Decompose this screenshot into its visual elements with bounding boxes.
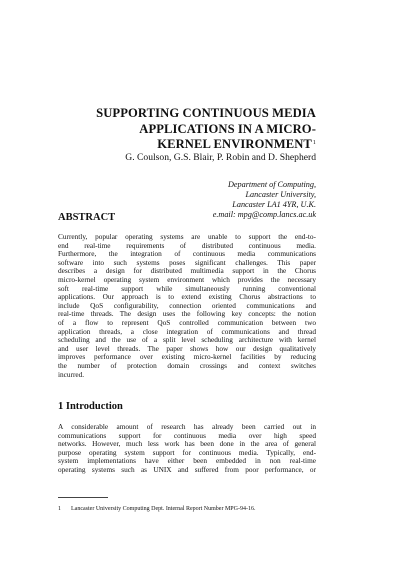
introduction-line: A considerable amount of research has already been carried out in xyxy=(58,423,316,431)
footnote-divider xyxy=(58,497,108,498)
abstract-line: and user level threads. The paper shows how our design qualitatively xyxy=(58,344,316,353)
footnote-marker: 1 xyxy=(58,506,61,512)
abstract-line: applications. Our approach is to extend existing Chorus abstractions to xyxy=(58,293,316,302)
introduction-line: communications support for continuous media over high speed xyxy=(58,431,316,440)
affiliation-department: Department of Computing, xyxy=(227,180,316,189)
abstract-line: incurred. xyxy=(58,370,85,379)
footnote xyxy=(58,505,255,513)
abstract-line: software into such systems poses significant challenges. This paper xyxy=(58,258,316,267)
abstract-line: micro-kernel operating system environment which provides the necessary xyxy=(58,275,316,284)
abstract-line: describes a design for distributed multimedia support in the Chorus xyxy=(58,267,316,276)
abstract-line: Furthermore, the integration of continuous media communications xyxy=(58,250,316,259)
introduction-line: purpose operating system support for continuous media. Typically, end- xyxy=(58,448,316,457)
title-line-1: SUPPORTING CONTINUOUS MEDIA xyxy=(96,106,316,120)
abstract-line: Currently, popular operating systems are unable to support the end-to- xyxy=(58,233,316,241)
introduction-line: networks. However, much less work has been done in the area of general xyxy=(58,440,316,449)
affiliation-block xyxy=(116,180,316,220)
abstract-line: application threads, a close integration of communications and thread xyxy=(58,327,316,336)
abstract-line: soft real-time support while simultaneously running conventional xyxy=(58,284,316,293)
abstract-line: include QoS configurability, connection oriented communications and xyxy=(58,301,316,310)
abstract-heading: ABSTRACT xyxy=(58,212,116,223)
paper-title xyxy=(66,106,316,153)
abstract-line: improves performance over existing micro-kernel facilities by reducing xyxy=(58,353,316,362)
introduction-line: system implementations have either been embedded in non real-time xyxy=(58,457,316,466)
title-line-3 xyxy=(66,137,316,153)
affiliation-address: Lancaster LA1 4YR, U.K. xyxy=(232,200,316,209)
footnote-text: Lancaster University Computing Dept. Internal Report Number MPG-94-16. xyxy=(71,506,256,512)
title-line-2: APPLICATIONS IN A MICRO- xyxy=(139,121,316,136)
abstract-line: scheduling and the use of a split level scheduling architecture with kernel xyxy=(58,336,316,345)
affiliation-email: e.mail: mpg@comp.lancs.ac.uk xyxy=(212,210,316,219)
abstract-line: the number of protection domain crossings and context switches xyxy=(58,361,316,370)
author-list: G. Coulson, G.S. Blair, P. Robin and D. Shepherd xyxy=(125,152,316,163)
abstract-line: of a flow to represent QoS controlled communication between two xyxy=(58,318,316,327)
abstract-body xyxy=(58,233,316,379)
abstract-line: end real-time requirements of distributed continuous media. xyxy=(58,241,316,250)
introduction-body xyxy=(58,423,316,475)
introduction-line: operating systems such as UNIX and suffered from poor performance, or xyxy=(58,465,316,474)
introduction-heading: 1 Introduction xyxy=(58,401,123,412)
title-footnote-marker: 1 xyxy=(312,140,316,146)
affiliation-university: Lancaster University, xyxy=(245,190,316,199)
title-line-3-text: KERNEL ENVIRONMENT xyxy=(157,137,312,151)
abstract-line: real-time threads. The design uses the following key concepts: the notion xyxy=(58,310,316,319)
